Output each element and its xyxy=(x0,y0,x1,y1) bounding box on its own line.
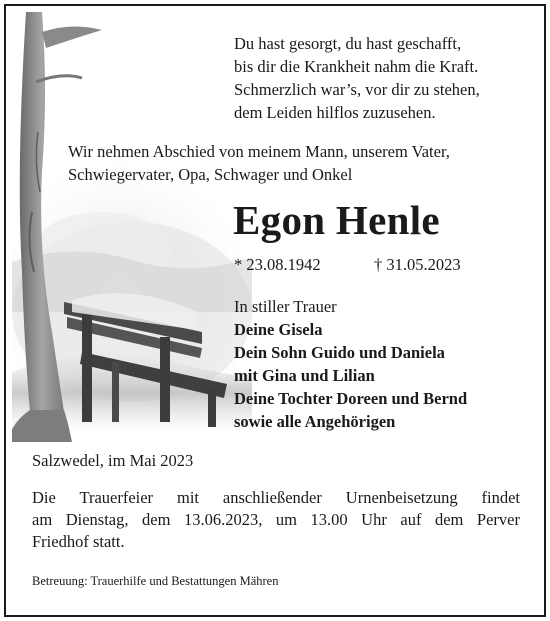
farewell-intro xyxy=(68,140,450,186)
poem-line: Du hast gesorgt, du hast geschafft, xyxy=(234,34,462,53)
funeral-info xyxy=(32,487,520,553)
mourner-name: Deine Gisela xyxy=(234,320,323,339)
tree-bench-illustration xyxy=(12,12,252,452)
mourner-name: sowie alle Angehörigen xyxy=(234,412,396,431)
funeral-line: am Dienstag, dem 13.06.2023, um 13.00 Uhr auf dem Perver xyxy=(32,510,520,529)
poem-line: dem Leiden hilflos zuzusehen. xyxy=(234,103,436,122)
poem-line: Schmerzlich war’s, vor dir zu stehen, xyxy=(234,80,480,99)
mourner-name: Dein Sohn Guido und Daniela xyxy=(234,343,445,362)
intro-line: Schwiegervater, Opa, Schwager und Onkel xyxy=(68,165,353,184)
life-dates xyxy=(234,255,461,275)
deceased-name: Egon Henle xyxy=(233,197,440,243)
intro-line: Wir nehmen Abschied von meinem Mann, unserem Vater, xyxy=(68,142,450,161)
poem xyxy=(234,32,480,124)
funeral-line: Friedhof statt. xyxy=(32,532,125,551)
mourner-name: mit Gina und Lilian xyxy=(234,366,375,385)
poem-line: bis dir die Krankheit nahm die Kraft. xyxy=(234,57,479,76)
death-date: † 31.05.2023 xyxy=(374,255,461,274)
birth-date: * 23.08.1942 xyxy=(234,255,321,274)
funeral-line: Die Trauerfeier mit anschließender Urnenbeisetzung findet xyxy=(32,488,520,507)
obituary-notice xyxy=(4,4,546,617)
mourning-lead: In stiller Trauer xyxy=(234,297,337,316)
place-date: Salzwedel, im Mai 2023 xyxy=(32,451,194,470)
mourner-name: Deine Tochter Doreen und Bernd xyxy=(234,389,468,408)
funeral-home-credit: Betreuung: Trauerhilfe und Bestattungen Mähren xyxy=(32,574,279,588)
mourners-list xyxy=(234,295,467,433)
